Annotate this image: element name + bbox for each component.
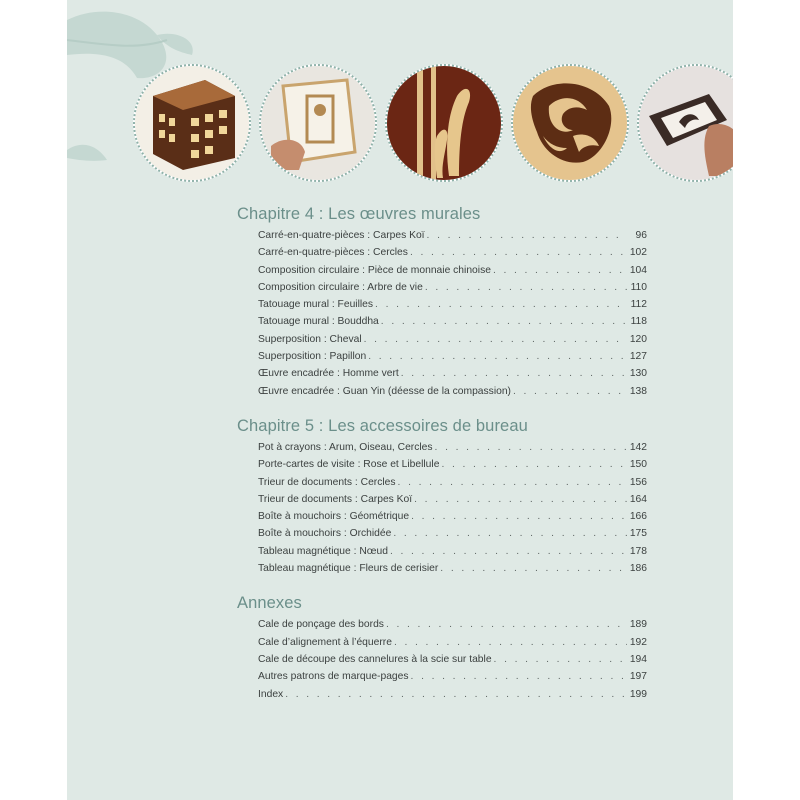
toc-page-number: 164 — [629, 493, 647, 505]
toc-entry — [237, 334, 647, 351]
dot-leader — [375, 299, 627, 310]
toc-page-number: 127 — [629, 351, 647, 363]
toc-page-number: 156 — [629, 476, 647, 488]
toc-page-number: 150 — [629, 459, 647, 471]
chapter-title: Chapitre 5 : Les accessoires de bureau — [237, 416, 528, 435]
toc-entry — [237, 654, 647, 671]
toc-page-number: 138 — [629, 385, 647, 397]
toc-entry — [237, 299, 647, 316]
toc-entry-label: Superposition : Papillon — [258, 351, 367, 363]
toc-page-number: 194 — [629, 653, 647, 665]
toc-entry-label: Boîte à mouchoirs : Orchidée — [258, 528, 392, 540]
toc-entry-label: Œuvre encadrée : Homme vert — [258, 368, 399, 380]
toc-entry — [237, 351, 647, 368]
toc-entry-label: Tableau magnétique : Nœud — [258, 545, 388, 557]
dot-leader — [411, 511, 627, 522]
toc-entry — [237, 511, 647, 528]
toc-entry-label: Œuvre encadrée : Guan Yin (déesse de la compassion) — [258, 385, 511, 397]
dot-leader — [393, 528, 627, 539]
toc-entry-label: Composition circulaire : Arbre de vie — [258, 281, 423, 293]
dot-leader — [441, 459, 627, 470]
toc-page-number: 166 — [629, 511, 647, 523]
toc-page-number: 118 — [630, 316, 647, 328]
chapter-title: Annexes — [237, 594, 302, 613]
toc-page-number: 186 — [629, 563, 647, 575]
toc-entry-label: Cale de découpe des cannelures à la scie sur table — [258, 653, 492, 665]
toc-entry — [237, 386, 647, 403]
photo-strip — [67, 0, 733, 190]
dot-leader — [285, 689, 627, 700]
dot-leader — [401, 368, 627, 379]
book-page — [67, 0, 733, 800]
dot-leader — [440, 563, 627, 574]
dot-leader — [425, 282, 627, 293]
chapter-section — [237, 594, 647, 705]
toc-entry — [237, 368, 647, 385]
dot-leader — [394, 637, 627, 648]
toc-page-number: 142 — [629, 441, 647, 453]
toc-entry — [237, 459, 647, 476]
dot-leader — [386, 619, 627, 630]
toc-page-number: 192 — [629, 636, 647, 648]
toc-entry — [237, 671, 647, 688]
toc-entry — [237, 546, 647, 563]
dot-leader — [364, 334, 627, 345]
dot-leader — [410, 247, 627, 258]
dot-leader — [513, 386, 627, 397]
toc-entry-label: Tableau magnétique : Fleurs de cerisier — [258, 563, 439, 575]
toc-entry-label: Pot à crayons : Arum, Oiseau, Cercles — [258, 441, 433, 453]
toc-entry-label: Trieur de documents : Cercles — [258, 476, 396, 488]
toc-entry — [237, 494, 647, 511]
toc-entry-label: Composition circulaire : Pièce de monnaie chinoise — [258, 264, 491, 276]
toc-page-number: 130 — [629, 368, 647, 380]
dot-leader — [435, 442, 627, 453]
toc-page-number: 189 — [629, 619, 647, 631]
toc-entry — [237, 563, 647, 580]
dot-leader — [414, 494, 627, 505]
toc-entry — [237, 230, 647, 247]
photo-lantern-assembly — [259, 64, 377, 182]
toc-page-number: 104 — [629, 264, 647, 276]
toc-entry-label: Carré-en-quatre-pièces : Carpes Koï — [258, 230, 425, 241]
toc-entry-label: Cale d’alignement à l’équerre — [258, 636, 392, 648]
dot-leader — [390, 546, 627, 557]
toc-page-number: 96 — [635, 230, 647, 241]
toc-page-number: 110 — [630, 281, 647, 293]
chapter-section — [237, 417, 647, 580]
toc-entry — [237, 637, 647, 654]
toc-entry-label: Carré-en-quatre-pièces : Cercles — [258, 247, 408, 259]
toc-page-number: 199 — [629, 688, 647, 700]
toc-entry — [237, 477, 647, 494]
toc-entry-label: Cale de ponçage des bords — [258, 619, 384, 631]
toc-entry-label: Superposition : Cheval — [258, 333, 362, 345]
toc-page-number: 178 — [629, 545, 647, 557]
toc-entry-label: Boîte à mouchoirs : Géométrique — [258, 511, 410, 523]
dot-leader — [427, 230, 627, 241]
chapter-section — [237, 205, 647, 403]
toc-entry-label: Porte-cartes de visite : Rose et Libellule — [258, 459, 440, 471]
toc-entry — [237, 442, 647, 459]
toc-entry-label: Autres patrons de marque-pages — [258, 671, 409, 683]
photo-arum-inlay — [385, 64, 503, 182]
photo-leaf-scrollwork — [511, 64, 629, 182]
toc-entry — [237, 619, 647, 636]
dot-leader — [411, 671, 627, 682]
toc-page-number: 120 — [629, 333, 647, 345]
table-of-contents — [237, 205, 647, 720]
toc-entry — [237, 528, 647, 545]
toc-page-number: 102 — [629, 247, 647, 259]
toc-entry — [237, 265, 647, 282]
toc-entry-label: Tatouage mural : Bouddha — [258, 316, 379, 328]
toc-entry-label: Tatouage mural : Feuilles — [258, 299, 374, 311]
toc-entry — [237, 247, 647, 264]
dot-leader — [398, 477, 627, 488]
dot-leader — [493, 265, 627, 276]
toc-entry-label: Index — [258, 688, 284, 700]
toc-entry-label: Trieur de documents : Carpes Koï — [258, 493, 413, 505]
toc-page-number: 197 — [629, 671, 647, 683]
photo-fretwork-box — [133, 64, 251, 182]
dot-leader — [494, 654, 627, 665]
toc-entry — [237, 282, 647, 299]
chapter-title: Chapitre 4 : Les œuvres murales — [237, 205, 481, 223]
toc-page-number: 112 — [630, 299, 647, 311]
toc-page-number: 175 — [629, 528, 647, 540]
dot-leader — [368, 351, 627, 362]
dot-leader — [381, 316, 627, 327]
toc-entry — [237, 689, 647, 706]
toc-entry — [237, 316, 647, 333]
photo-hand-cutting — [637, 64, 733, 182]
